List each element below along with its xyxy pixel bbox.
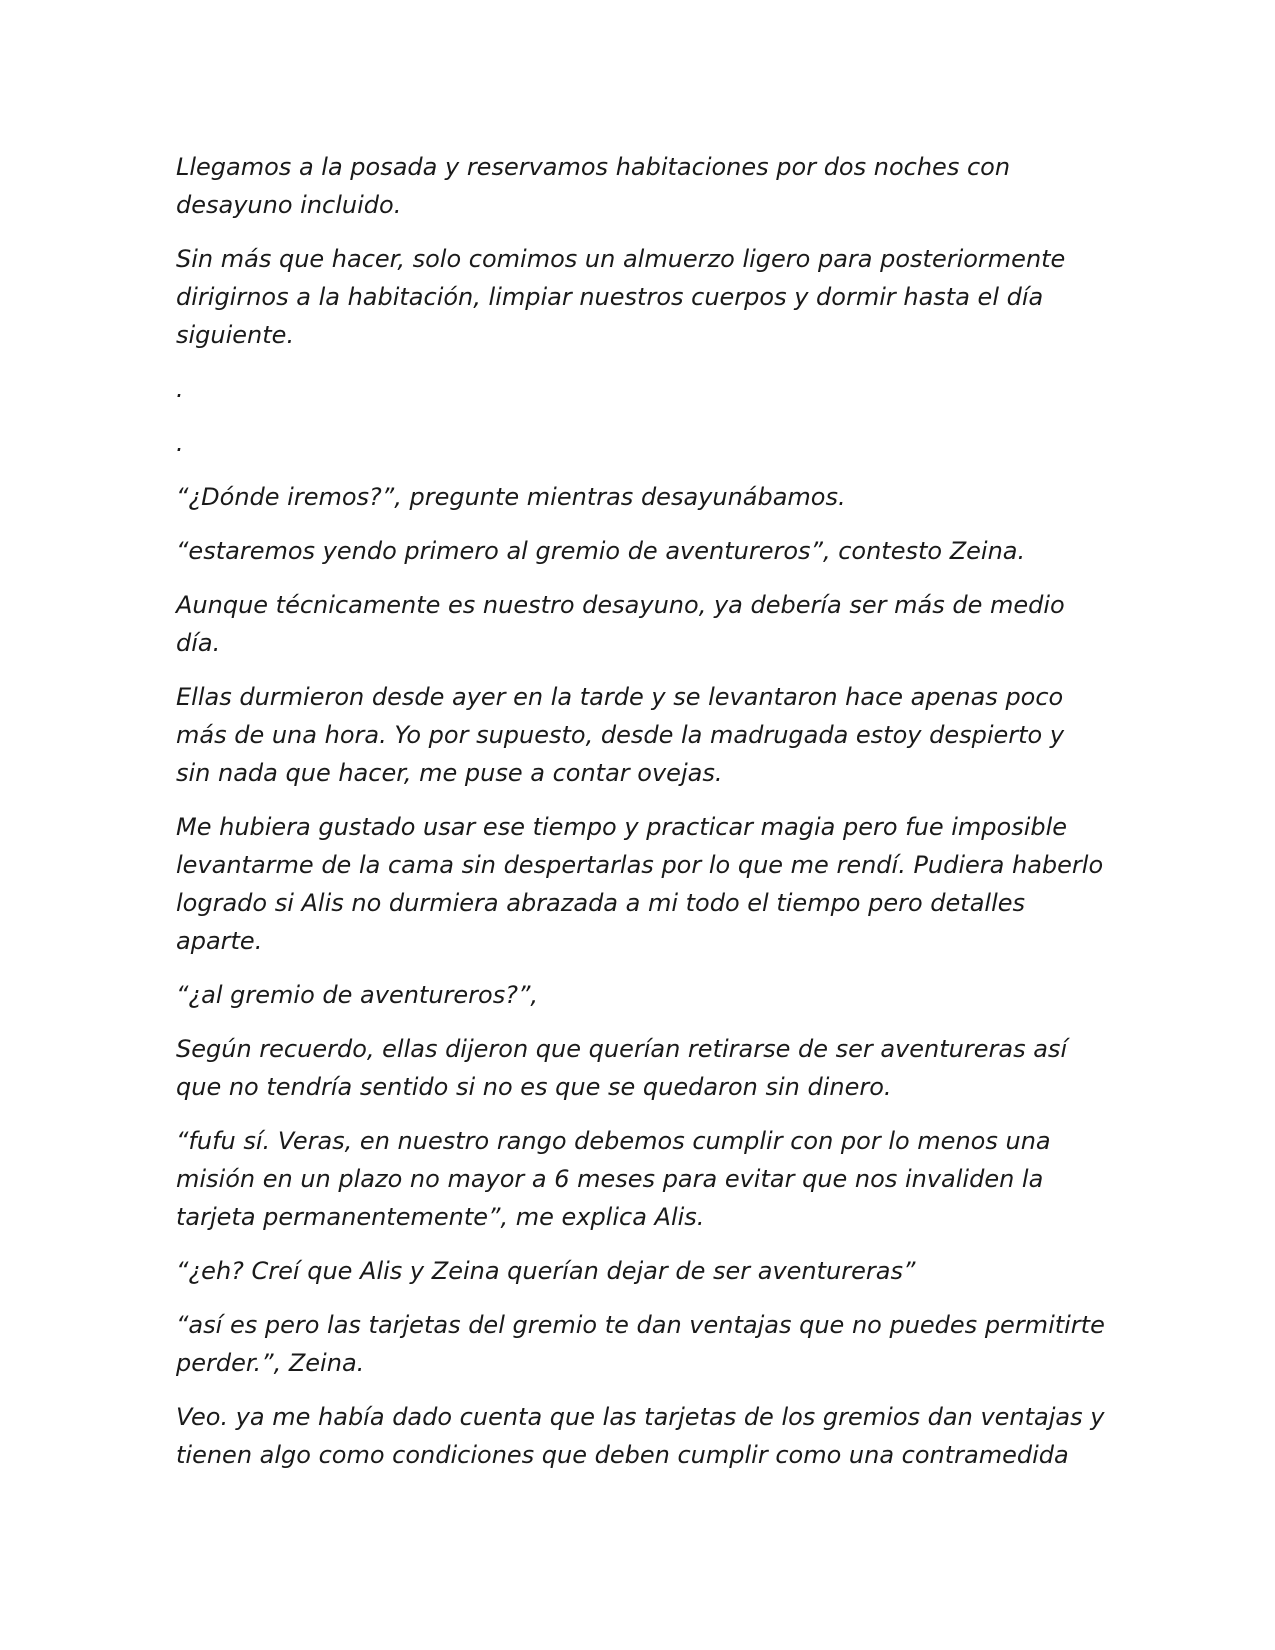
- paragraph: Veo. ya me había dado cuenta que las tarjetas de los gremios dan ventajas y tienen algo como condiciones que deben cumplir como una contramedida: [176, 1403, 1105, 1469]
- paragraph: “¿eh? Creí que Alis y Zeina querían dejar de ser aventureras”: [176, 1257, 916, 1285]
- paragraph: “así es pero las tarjetas del gremio te dan ventajas que no puedes permitirte perder.”, Zeina.: [176, 1311, 1105, 1377]
- body-text: [176, 148, 1106, 1490]
- paragraph: “¿Dónde iremos?”, pregunte mientras desayunábamos.: [176, 483, 846, 511]
- paragraph: “¿al gremio de aventureros?”,: [176, 981, 539, 1009]
- paragraph: Sin más que hacer, solo comimos un almuerzo ligero para posteriormente dirigirnos a la habitación, limpiar nuestros cuerpos y dormir hasta el día siguiente.: [176, 245, 1066, 349]
- paragraph: “fufu sí. Veras, en nuestro rango debemos cumplir con por lo menos una misión en un plazo no mayor a 6 meses para evitar que nos invaliden la tarjeta permanentemente”, me explica Alis.: [176, 1127, 1051, 1231]
- scene-break-dot: .: [176, 375, 184, 403]
- paragraph: Me hubiera gustado usar ese tiempo y practicar magia pero fue imposible levantarme de la cama sin despertarlas por lo que me rendí. Pudiera haberlo logrado si Alis no durmiera abrazada a mi todo el tiempo pero detalles aparte.: [176, 813, 1104, 955]
- paragraph: Aunque técnicamente es nuestro desayuno, ya debería ser más de medio día.: [176, 591, 1065, 657]
- paragraph: “estaremos yendo primero al gremio de aventureros”, contesto Zeina.: [176, 537, 1026, 565]
- scene-break-dot: .: [176, 429, 184, 457]
- paragraph: Según recuerdo, ellas dijeron que querían retirarse de ser aventureras así que no tendría sentido si no es que se quedaron sin dinero.: [176, 1035, 1068, 1101]
- paragraph: Llegamos a la posada y reservamos habitaciones por dos noches con desayuno incluido.: [176, 153, 1011, 219]
- paragraph: Ellas durmieron desde ayer en la tarde y se levantaron hace apenas poco más de una hora. Yo por supuesto, desde la madrugada estoy despierto y sin nada que hacer, me puse a contar ovejas.: [176, 683, 1065, 787]
